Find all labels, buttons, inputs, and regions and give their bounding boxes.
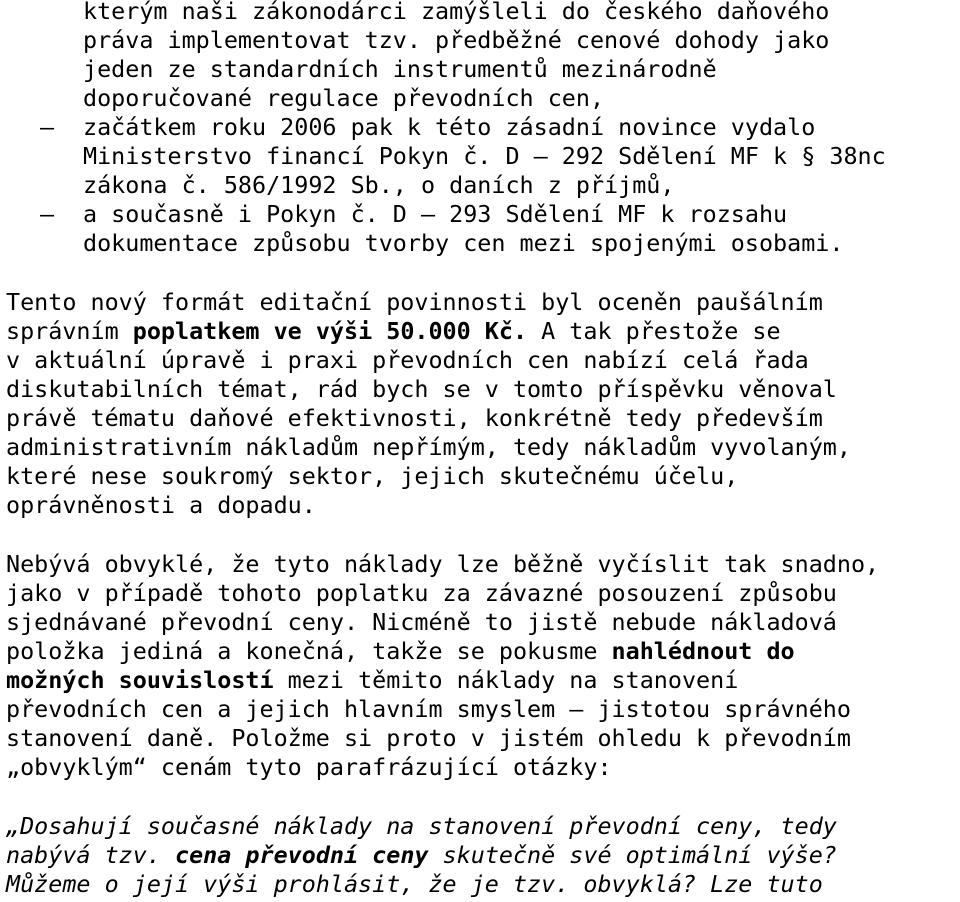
paragraph-line [6,317,781,346]
bullet-line: dokumentace způsobu tvorby cen mezi spojenými osobami. [83,229,844,257]
paragraph-line: právě tématu daňové efektivnosti, konkrétně tedy především [6,404,823,432]
bullet-line: zákona č. 586/1992 Sb., o daních z příjmů, [83,171,675,199]
intro-line: doporučované regulace převodních cen, [83,84,605,112]
bullet-line: začátkem roku 2006 pak k této zásadní novince vydalo [83,113,816,141]
paragraph-line: „obvyklým“ cenám tyto parafrázující otázky: [6,753,612,781]
intro-line: jeden ze standardních instrumentů mezinárodně [83,55,717,83]
paragraph-line: diskutabilních témat, rád bych se v tomto příspěvku věnoval [6,375,837,403]
bold-fee-amount: poplatkem ve výši 50.000 Kč. [132,317,528,345]
paragraph-line [6,666,738,695]
paragraph-line: jako v případě tohoto poplatku za závazné posouzení způsobu [6,579,837,607]
text-run: správním [6,317,133,345]
quote-line: Můžeme o její výši prohlásit, že je tzv. obvyklá? Lze tuto [6,870,823,898]
bullet-dash: – [40,200,55,228]
paragraph-line: Tento nový formát editační povinnosti byl oceněn paušálním [6,288,823,316]
quote-line: „Dosahují současné náklady na stanovení převodní ceny, tedy [6,812,837,840]
paragraph-line [6,637,795,666]
bullet-dash: – [40,113,55,141]
text-run: skutečně své optimální výše? [428,841,837,869]
bullet-line: Ministerstvo financí Pokyn č. D – 292 Sdělení MF k § 38nc [83,142,886,170]
intro-line: kterým naši zákonodárci zamýšleli do českého daňového [83,0,830,25]
text-run: položka jediná a konečná, takže se pokusme [6,637,612,665]
paragraph-line: sjednávané převodní ceny. Nicméně to jistě nebude nákladová [6,608,837,636]
bold-phrase: možných souvislostí [6,666,274,694]
paragraph-line: stanovení daně. Položme si proto v jistém ohledu k převodním [6,724,851,752]
paragraph-line: v aktuální úpravě i praxi převodních cen nabízí celá řada [6,346,809,374]
paragraph-line: administrativním nákladům nepřímým, tedy nákladům vyvolaným, [6,433,851,461]
intro-line: práva implementovat tzv. předběžné cenové dohody jako [83,26,830,54]
paragraph-line: které nese soukromý sektor, jejich skutečnému účelu, [6,462,739,490]
bold-italic-phrase: cena převodní ceny [175,841,429,869]
paragraph-line: Nebývá obvyklé, že tyto náklady lze běžně vyčíslit tak snadno, [6,550,880,578]
text-run: mezi těmito náklady na stanovení [273,666,739,694]
text-run: nabývá tzv. [6,841,175,869]
paragraph-line: převodních cen a jejich hlavním smyslem – jistotou správného [6,695,851,723]
quote-line [6,841,837,870]
bold-phrase: nahlédnout do [611,637,795,665]
bullet-line: a současně i Pokyn č. D – 293 Sdělení MF k rozsahu [83,200,788,228]
text-run: A tak přestože se [527,317,781,345]
paragraph-line: oprávněnosti a dopadu. [6,491,316,519]
